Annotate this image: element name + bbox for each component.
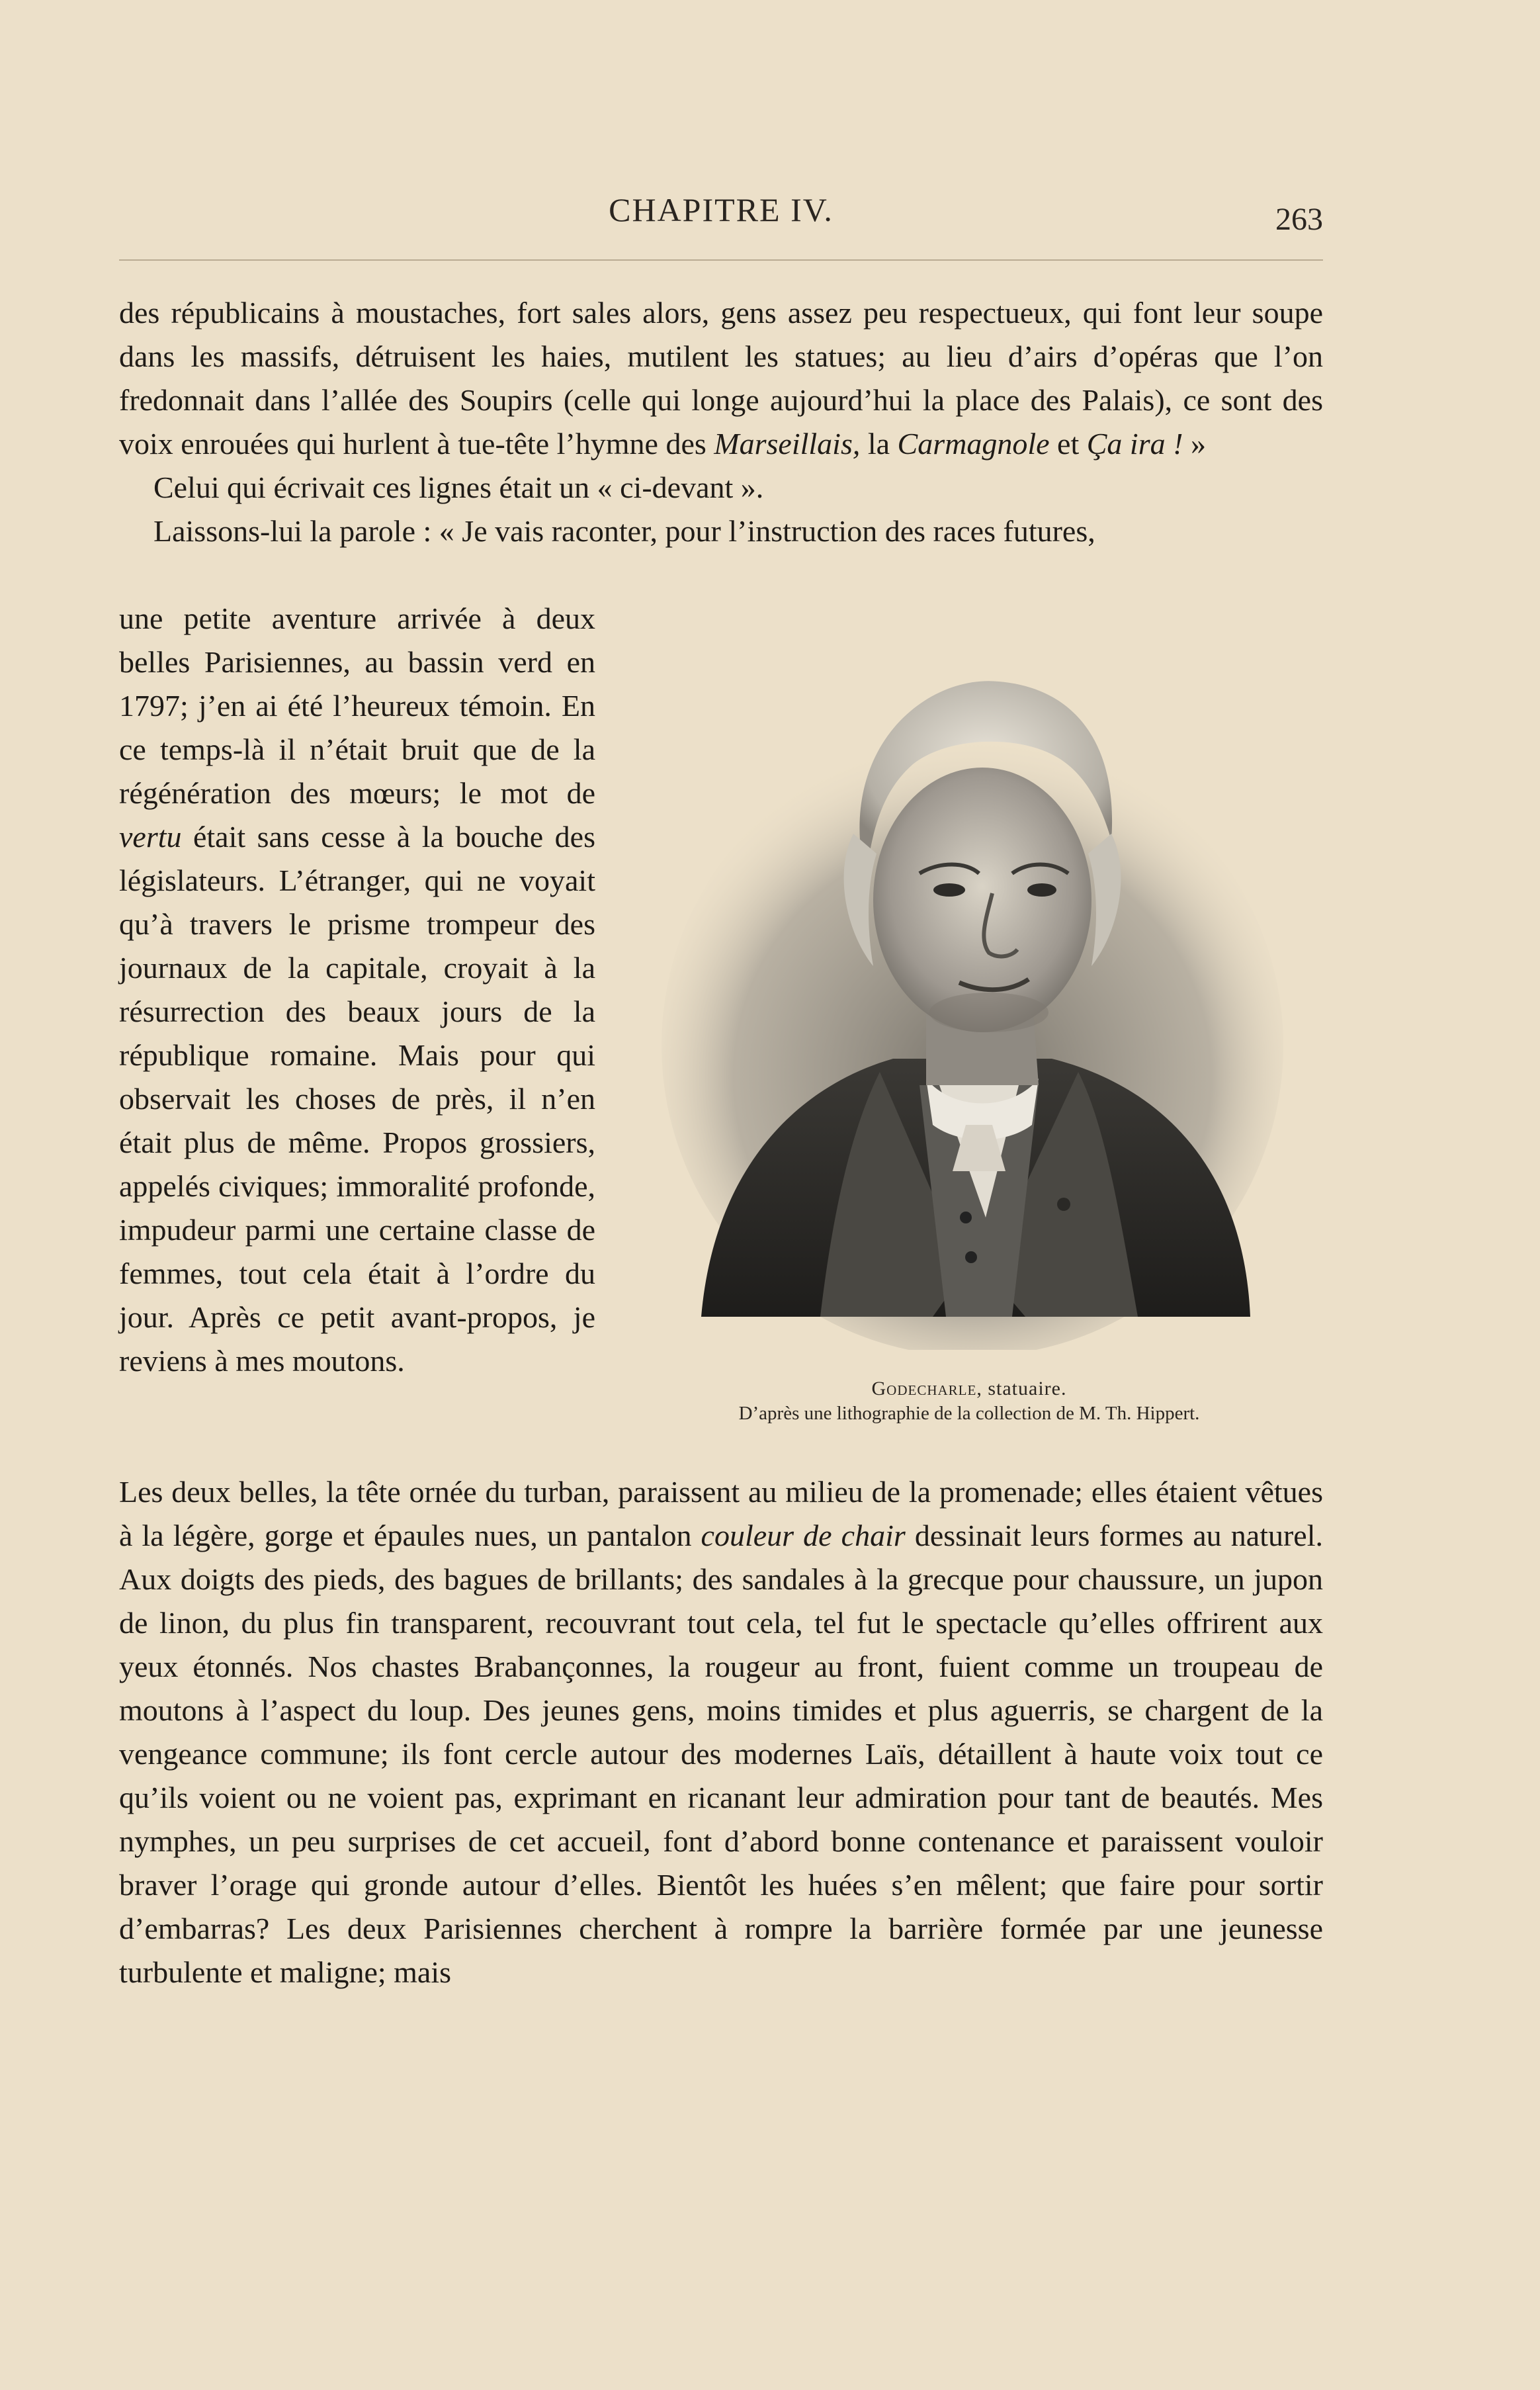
italic-title-ca-ira: Ça ira ! <box>1086 427 1183 461</box>
text-run: dessinait leurs formes au naturel. Aux doigts des pieds, des bagues de brillants; des sandales à la grecque pour chaussure, un jupon de linon, du plus fin transparent, recouvrant tout cela, tel fut le spectacle qu’elles offrirent aux yeux étonnés. Nos chastes Brabançonnes, la rougeur au front, fuient comme un troupeau de moutons à l’aspect du loup. Des jeunes gens, moins timides et plus aguerris, se chargent de la vengeance commune; ils font cercle autour des modernes Laïs, détaillent à haute voix tout ce qu’ils voient ou ne voient pas, exprimant en ricanant leur admiration pour tant de beautés. Mes nymphes, un peu surprises de cet accueil, font d’abord bonne contenance et paraissent vouloir braver l’orage qui gronde autour d’elles. Bientôt les huées s’en mêlent; que faire pour sortir d’embarras? Les deux Parisiennes cherchent à rompre la barrière formée par une jeunesse turbulente et maligne; mais <box>119 1519 1323 1989</box>
italic-word-vertu: vertu <box>119 820 182 854</box>
paragraph-3-continued <box>119 597 595 1383</box>
portrait-figure <box>635 622 1303 1350</box>
paragraph-3-start: Laissons-lui la parole : « Je vais raconter, pour l’instruction des races futures, <box>153 514 1095 548</box>
text-run: était sans cesse à la bouche des législateurs. L’étranger, qui ne voyait qu’à travers le prisme trompeur des journaux de la capitale, croyait à la résurrection des beaux jours de la république romaine. Mais pour qui observait les choses de près, il n’en était plus de même. Propos grossiers, appelés civiques; immoralité profonde, impudeur parmi une certaine classe de femmes, tout cela était à l’ordre du jour. Après ce petit avant-propos, je reviens à mes moutons. <box>119 820 595 1378</box>
italic-title-carmagnole: Carmagnole <box>897 427 1050 461</box>
bottom-text-block <box>119 1470 1323 1994</box>
header-rule <box>119 259 1323 261</box>
text-run: » <box>1183 427 1206 461</box>
caption-source: D’après une lithographie de la collection de M. Th. Hippert. <box>738 1403 1200 1424</box>
italic-title-marseillais: Marseillais, <box>714 427 861 461</box>
text-run: Les deux belles, la tête ornée du turban, paraissent au milieu de la promenade; elles étaient vêtues à la légère, gorge et épaules nues, un pantalon <box>119 1475 1323 1552</box>
text-run: et <box>1049 427 1087 461</box>
wrapped-text-column <box>119 597 595 1383</box>
italic-phrase-couleur-de-chair: couleur de chair <box>701 1519 906 1552</box>
text-run: des républicains à moustaches, fort sales alors, gens assez peu respectueux, qui font leur soupe dans les massifs, détruisent les haies, mutilent les statues; au lieu d’airs d’opéras que l’on fredonnait dans l’allée des Soupirs (celle qui longe aujourd’hui la place des Palais), ce sont des voix enrouées qui hurlent à tue-tête l’hymne des <box>119 296 1323 461</box>
text-run: une petite aventure arrivée à deux belles Parisiennes, au bassin verd en 1797; j’en ai été l’heureux témoin. En ce temps-là il n’était bruit que de la régénération des mœurs; le mot de <box>119 601 595 810</box>
chapter-title: CHAPITRE IV. <box>609 191 834 228</box>
caption-subject-name: Godecharle, <box>871 1378 982 1399</box>
caption-subject-role: statuaire. <box>982 1378 1067 1399</box>
page-header <box>119 191 1323 237</box>
figure-caption <box>635 1378 1303 1425</box>
paragraph-2: Celui qui écrivait ces lignes était un « ci-devant ». <box>153 470 764 504</box>
caption-title <box>635 1378 1303 1400</box>
top-text-block <box>119 291 1323 553</box>
text-run: la <box>860 427 898 461</box>
page-number: 263 <box>1275 202 1323 237</box>
paragraph-3-end <box>119 1470 1323 1994</box>
paragraph-1 <box>119 291 1323 466</box>
engraved-portrait-illustration <box>655 622 1290 1350</box>
